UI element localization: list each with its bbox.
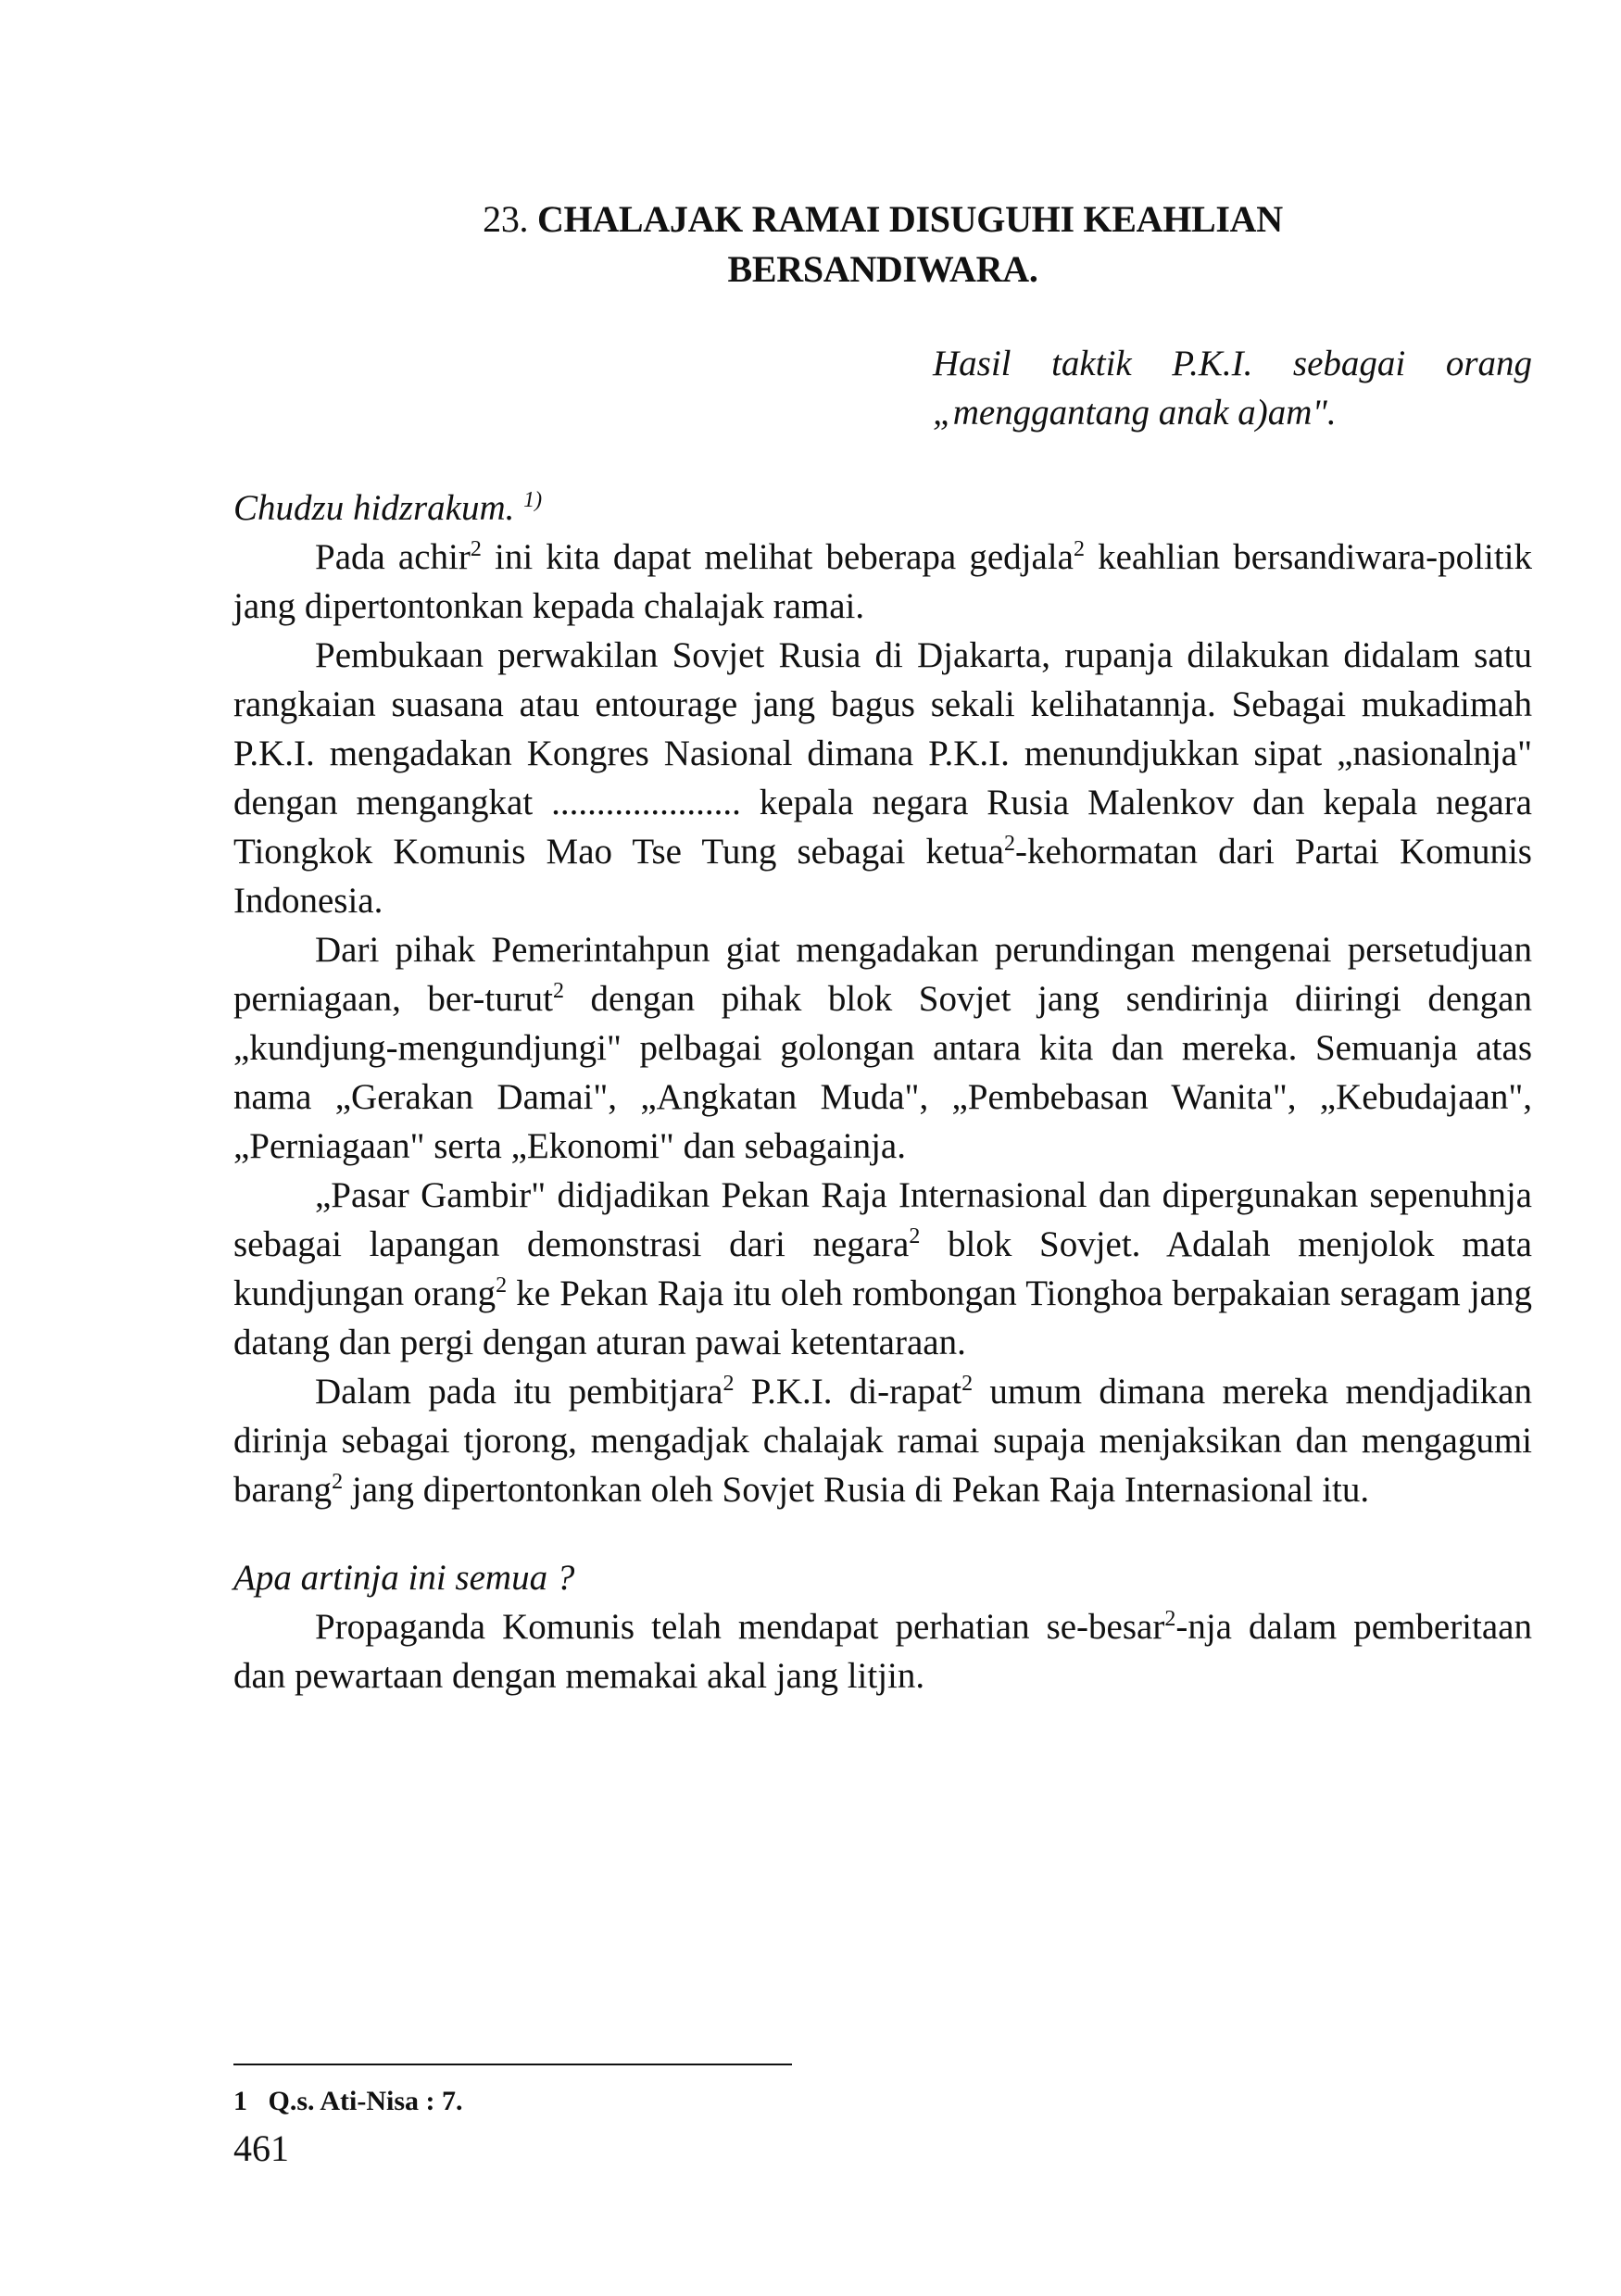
chapter-title-line-1: CHALAJAK RAMAI DISUGUHI KEAHLIAN <box>536 198 1283 240</box>
footnote-text: Q.s. Ati-Nisa : 7. <box>268 2086 463 2116</box>
paragraph <box>233 533 1532 631</box>
superscript: 2 <box>332 1470 344 1494</box>
chapter-number: 23. <box>483 198 529 240</box>
heading-line-1 <box>233 194 1532 245</box>
paragraph <box>233 631 1532 925</box>
text-run: Dalam pada itu pembitjara <box>315 1372 723 1411</box>
text-run: Dari pihak Pemerintahpun giat mengadakan perundingan mengenai persetudjuan perniagaan, ber-turut <box>233 930 1532 1019</box>
superscript: 2 <box>961 1372 974 1396</box>
motto-line-1: Hasil taktik P.K.I. sebagai orang <box>933 344 1532 383</box>
text-run: blok Sovjet. Adalah menjolok mata kundjungan orang <box>233 1224 1532 1313</box>
superscript: 2 <box>1003 832 1015 856</box>
text-run: Pembukaan perwakilan Sovjet Rusia di Djakarta, rupanja dilakukan didalam satu rangkaian suasana atau entourage jang bagus sekali kelihatannja. Sebagai mukadimah P.K.I. mengadakan Kongres Nasional dimana P.K.I. menundjukkan sipat „nasionalnja" dengan mengangkat ..................... kepala negara Rusia Malenkov dan kepala negara Tiongkok Komunis Mao Tse Tung sebagai ketua <box>233 635 1532 872</box>
section-heading-1 <box>233 483 1532 533</box>
page-number: 461 <box>233 2127 289 2169</box>
paragraph <box>233 1602 1532 1700</box>
text-run: jang dipertontonkan oleh Sovjet Rusia di Pekan Raja Internasional itu. <box>343 1470 1370 1510</box>
section-heading-1-text: Chudzu hidzrakum. <box>233 488 515 528</box>
text-run: ke Pekan Raja itu oleh rombongan Tionghoa berpakaian seragam jang datang dan pergi dengan aturan pawai ketentaraan. <box>233 1273 1532 1362</box>
text-run: umum dimana mereka mendjadikan dirinja sebagai tjorong, mengadjak chalajak ramai supaja menjaksikan dan mengagumi barang <box>233 1372 1532 1510</box>
paragraph <box>233 1367 1532 1514</box>
paragraph <box>233 1171 1532 1367</box>
text-run: ini kita dapat melihat beberapa gedjala <box>481 537 1074 577</box>
text-run: Pada achir <box>315 537 471 577</box>
motto-line-2: „menggantang anak a)am". <box>933 393 1337 433</box>
paragraph <box>233 925 1532 1171</box>
superscript: 2 <box>553 979 565 1003</box>
text-run: -nja dalam pemberitaan dan pewartaan dengan memakai akal jang litjin. <box>233 1607 1532 1696</box>
text-run: keahlian bersandiwara-politik jang dipertontonkan kepada chalajak ramai. <box>233 537 1532 626</box>
footnote-divider <box>233 2064 792 2065</box>
page-body <box>233 194 1532 1700</box>
chapter-heading <box>233 194 1532 295</box>
superscript: 2 <box>470 537 482 561</box>
section-1-body <box>233 533 1532 1514</box>
superscript: 2 <box>1073 537 1085 561</box>
superscript: 2 <box>909 1224 921 1248</box>
text-run: dengan pihak blok Sovjet jang sendirinja diiringi dengan „kundjung-mengundjungi" pelbagai golongan antara kita dan mereka. Semuanja atas nama „Gerakan Damai", „Angkatan Muda", „Pembebasan Wanita", „Kebudajaan", „Perniagaan" serta „Ekonomi" dan sebagainja. <box>233 979 1532 1166</box>
section-2-body <box>233 1602 1532 1700</box>
chapter-title-line-2: BERSANDIWARA. <box>727 248 1038 290</box>
section-heading-2: Apa artinja ini semua ? <box>233 1558 575 1598</box>
footnote <box>233 2086 463 2117</box>
text-run: P.K.I. di-rapat <box>734 1372 962 1411</box>
superscript: 2 <box>723 1372 735 1396</box>
text-run: „Pasar Gambir" didjadikan Pekan Raja Internasional dan dipergunakan sepenuhnja sebagai lapangan demonstrasi dari negara <box>233 1175 1532 1264</box>
text-run: Propaganda Komunis telah mendapat perhatian se-besar <box>315 1607 1165 1647</box>
motto <box>933 339 1532 437</box>
footnote-ref: 1) <box>523 488 543 512</box>
superscript: 2 <box>496 1273 508 1298</box>
footnote-number: 1 <box>233 2086 247 2116</box>
superscript: 2 <box>1164 1607 1176 1631</box>
text-run: -kehormatan dari Partai Komunis Indonesia. <box>233 832 1532 921</box>
